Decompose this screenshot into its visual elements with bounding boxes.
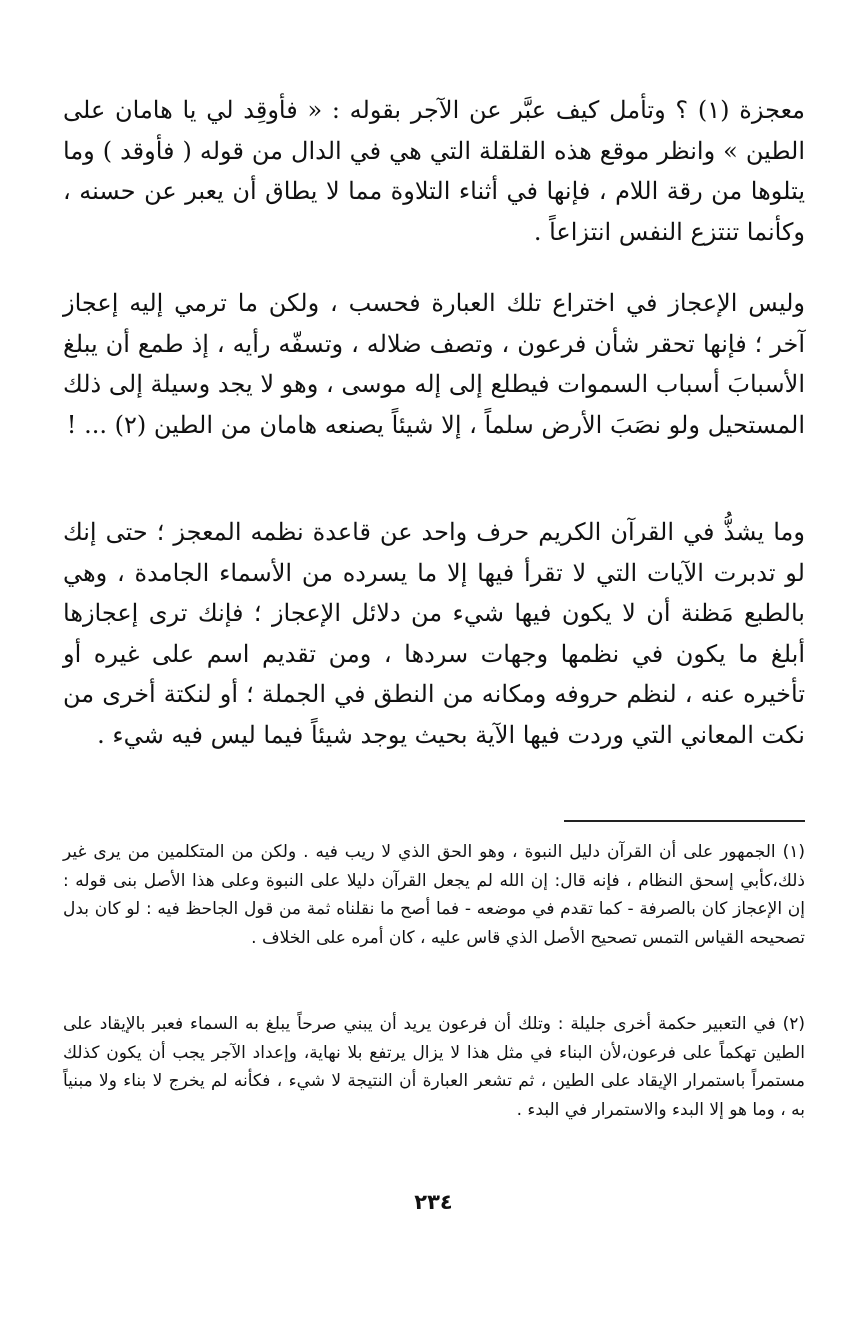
footnote-separator (564, 820, 805, 822)
body-paragraph: معجزة (١) ؟ وتأمل كيف عبَّر عن الآجر بقوله : « فأوقِد لي يا هامان على الطين » وانظر موقع هذه القلقلة التي هي في الدال من قوله ( فأوقد ) وما يتلوها من رقة اللام ، فإنها في أثناء التلاوة مما لا يطاق أن يعبر عن حسنه ، وكأنما تنتزع النفس انتزاعاً . (63, 96, 806, 246)
body-paragraph: وليس الإعجاز في اختراع تلك العبارة فحسب ، ولكن ما ترمي إليه إعجاز آخر ؛ فإنها تحقر شأن فرعون ، وتصف ضلاله ، وتسفّه رأيه ، إذ طمع أن يبلغ الأسبابَ أسباب السموات فيطلع إلى إله موسى ، وهو لا يجد وسيلة إلى ذلك المستحيل ولو نصَبَ الأرض سلماً ، إلا شيئاً يصنعه هامان من الطين (٢) ... ! (63, 289, 805, 439)
page-number: ٢٣٤ (414, 1190, 453, 1214)
footnote: (٢) في التعبير حكمة أخرى جليلة : وتلك أن فرعون يريد أن يبني صرحاً يبلغ به السماء فعبر بالإيقاد على الطين تهكماً على فرعون،لأن البناء في مثل هذا لا يزال يرتفع بلا نهاية، وإعداد الآجر يجب أن يكون كذلك مستمراً باستمرار الإيقاد على الطين ، ثم تشعر العبارة أن النتيجة لا شيء ، فكأنه لم يخرج لا بناء ولا مبنياً به ، وما هو إلا البدء والاستمرار في البدء . (63, 1014, 805, 1120)
body-paragraph: وما يشذُّ في القرآن الكريم حرف واحد عن قاعدة نظمه المعجز ؛ حتى إنك لو تدبرت الآيات التي لا تقرأ فيها إلا ما يسرده من الأسماء الجامدة ، وهي بالطبع مَظنة أن لا يكون فيها شيء من دلائل الإعجاز ؛ فإنك ترى إعجازها أبلغ ما يكون في نظمها وجهات سردها ، ومن تقديم اسم على غيره أو تأخيره عنه ، لنظم حروفه ومكانه من النطق في الجملة ؛ أو لنكتة أخرى من نكت المعاني التي وردت فيها الآية بحيث يوجد شيئاً فيما ليس فيه شيء . (63, 518, 805, 749)
footnote: (١) الجمهور على أن القرآن دليل النبوة ، وهو الحق الذي لا ريب فيه . ولكن من المتكلمين من يرى غير ذلك،كأبي إسحق النظام ، فإنه قال: إن الله لم يجعل القرآن دليلا على النبوة وعلى هذا الأصل بنى قوله : إن الإعجاز كان بالصرفة - كما تقدم في موضعه - فما أصح ما نقلناه ثمة من قول الجاحظ فيه : لو كان بدل تصحيحه القياس التمس تصحيح الأصل الذي قاس عليه ، كان أمره على الخلاف . (63, 842, 805, 948)
